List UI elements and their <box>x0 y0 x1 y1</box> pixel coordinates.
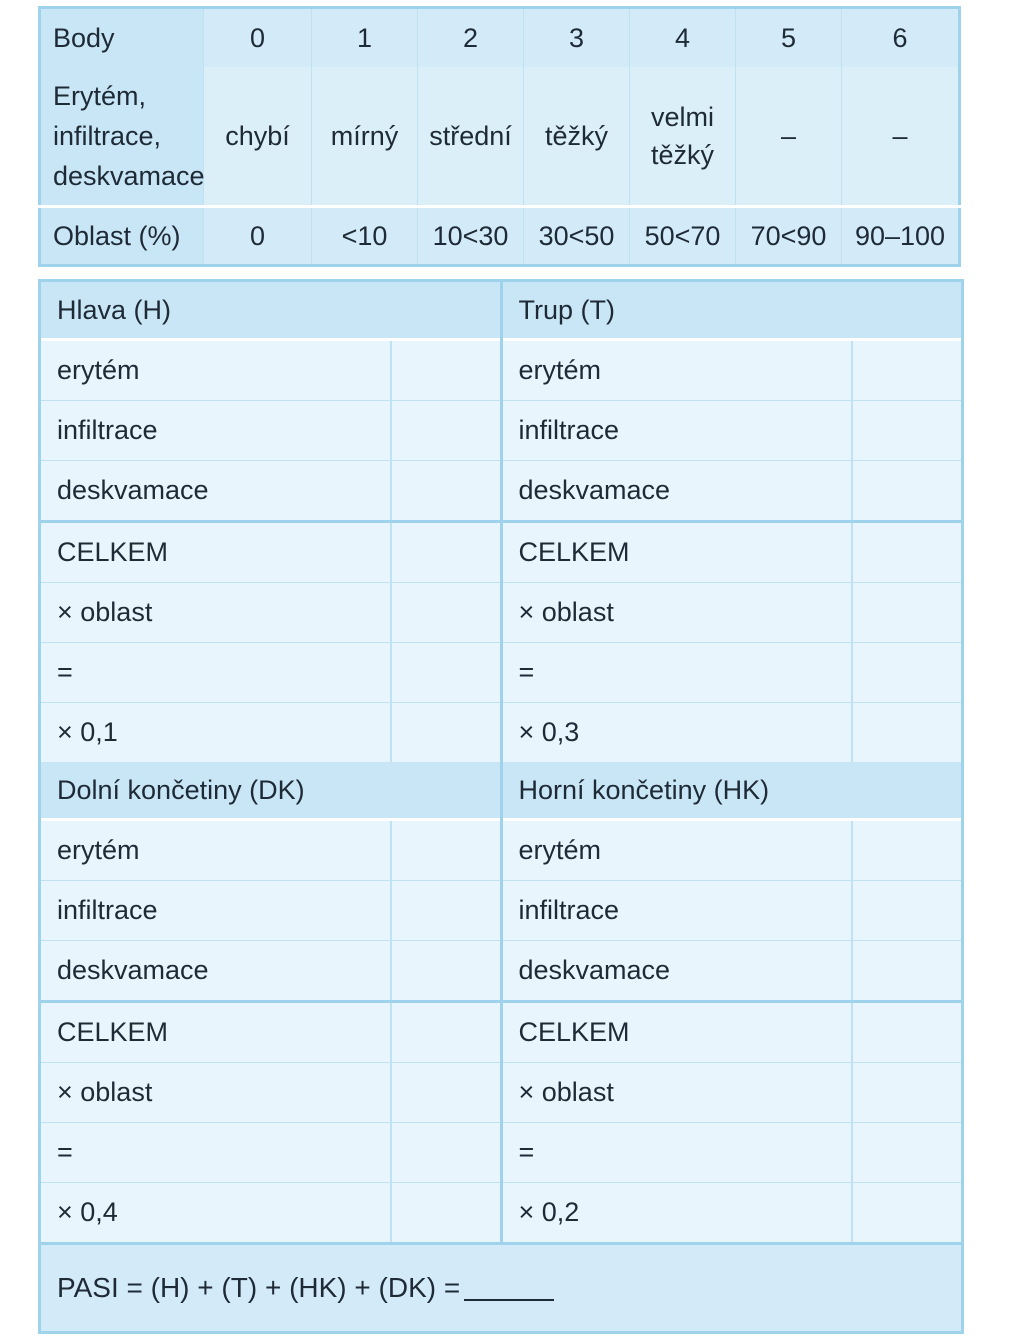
infiltration-label: infiltrace <box>503 401 852 460</box>
area-score-box[interactable] <box>390 1063 500 1122</box>
erythema-label: erytém <box>503 821 852 880</box>
severity-label <box>40 67 204 207</box>
area-row <box>40 207 960 266</box>
severity-cell: – <box>736 67 842 207</box>
severity-cell: střední <box>418 67 524 207</box>
points-cell: 1 <box>312 8 418 68</box>
weighted-box[interactable] <box>390 703 500 762</box>
total-box[interactable] <box>390 523 500 582</box>
region-title: Trup (T) <box>503 282 962 341</box>
erythema-label: erytém <box>41 341 390 400</box>
erythema-score-box[interactable] <box>390 341 500 400</box>
area-cell: 30<50 <box>524 207 630 266</box>
region-row-top <box>41 282 961 762</box>
pasi-sheet <box>38 6 958 1303</box>
desquamation-label: deskvamace <box>41 941 390 1000</box>
desquamation-score-box[interactable] <box>390 941 500 1000</box>
desquamation-score-box[interactable] <box>390 461 500 520</box>
infiltration-score-box[interactable] <box>851 401 961 460</box>
infiltration-score-box[interactable] <box>390 881 500 940</box>
total-label: CELKEM <box>503 523 852 582</box>
desquamation-score-box[interactable] <box>851 941 961 1000</box>
equals-label: = <box>41 643 390 702</box>
severity-row <box>40 67 960 207</box>
region-title: Horní končetiny (HK) <box>503 762 962 821</box>
times-area-label: × oblast <box>41 1063 390 1122</box>
total-label: CELKEM <box>41 1003 390 1062</box>
product-box[interactable] <box>390 1123 500 1182</box>
weighted-box[interactable] <box>851 1183 961 1242</box>
points-cell: 5 <box>736 8 842 68</box>
erythema-score-box[interactable] <box>851 341 961 400</box>
infiltration-score-box[interactable] <box>851 881 961 940</box>
region-lower-limbs <box>41 762 503 1242</box>
weighted-box[interactable] <box>390 1183 500 1242</box>
area-label: Oblast (%) <box>40 207 204 266</box>
desquamation-score-box[interactable] <box>851 461 961 520</box>
region-upper-limbs <box>503 762 962 1242</box>
equals-label: = <box>41 1123 390 1182</box>
total-label: CELKEM <box>503 1003 852 1062</box>
multiplier-label: × 0,3 <box>503 703 852 762</box>
area-cell: <10 <box>312 207 418 266</box>
points-cell: 3 <box>524 8 630 68</box>
score-table <box>38 6 961 267</box>
times-area-label: × oblast <box>503 583 852 642</box>
weighted-box[interactable] <box>851 703 961 762</box>
total-box[interactable] <box>851 523 961 582</box>
region-trunk <box>503 282 962 762</box>
points-row <box>40 8 960 68</box>
severity-cell: velmi těžký <box>630 67 736 207</box>
area-score-box[interactable] <box>851 1063 961 1122</box>
total-box[interactable] <box>390 1003 500 1062</box>
severity-cell: mírný <box>312 67 418 207</box>
multiplier-label: × 0,1 <box>41 703 390 762</box>
area-cell: 90–100 <box>842 207 960 266</box>
area-cell: 10<30 <box>418 207 524 266</box>
pasi-formula-row <box>41 1242 961 1331</box>
product-box[interactable] <box>390 643 500 702</box>
points-cell: 2 <box>418 8 524 68</box>
points-cell: 6 <box>842 8 960 68</box>
region-title: Hlava (H) <box>41 282 500 341</box>
multiplier-label: × 0,4 <box>41 1183 390 1242</box>
severity-label-line: infiltrace, <box>53 121 162 151</box>
area-score-box[interactable] <box>851 583 961 642</box>
product-box[interactable] <box>851 1123 961 1182</box>
severity-label-line: Erytém, <box>53 81 147 111</box>
area-cell: 0 <box>204 207 312 266</box>
erythema-label: erytém <box>503 341 852 400</box>
region-row-bottom <box>41 762 961 1242</box>
equals-label: = <box>503 1123 852 1182</box>
area-score-box[interactable] <box>390 583 500 642</box>
points-cell: 0 <box>204 8 312 68</box>
region-head <box>41 282 503 762</box>
times-area-label: × oblast <box>41 583 390 642</box>
total-label: CELKEM <box>41 523 390 582</box>
desquamation-label: deskvamace <box>503 941 852 1000</box>
infiltration-score-box[interactable] <box>390 401 500 460</box>
region-grid <box>38 279 964 1334</box>
infiltration-label: infiltrace <box>41 881 390 940</box>
erythema-score-box[interactable] <box>851 821 961 880</box>
product-box[interactable] <box>851 643 961 702</box>
severity-label-line: deskvamace <box>53 161 205 191</box>
infiltration-label: infiltrace <box>41 401 390 460</box>
pasi-formula: PASI = (H) + (T) + (HK) + (DK) = <box>57 1272 461 1303</box>
severity-cell: těžký <box>524 67 630 207</box>
region-title: Dolní končetiny (DK) <box>41 762 500 821</box>
multiplier-label: × 0,2 <box>503 1183 852 1242</box>
infiltration-label: infiltrace <box>503 881 852 940</box>
pasi-result-blank[interactable] <box>464 1275 554 1301</box>
desquamation-label: deskvamace <box>41 461 390 520</box>
points-cell: 4 <box>630 8 736 68</box>
severity-cell: – <box>892 120 908 151</box>
desquamation-label: deskvamace <box>503 461 852 520</box>
area-cell: 50<70 <box>630 207 736 266</box>
points-label: Body <box>40 8 204 68</box>
times-area-label: × oblast <box>503 1063 852 1122</box>
erythema-score-box[interactable] <box>390 821 500 880</box>
equals-label: = <box>503 643 852 702</box>
severity-cell: chybí <box>204 67 312 207</box>
total-box[interactable] <box>851 1003 961 1062</box>
area-cell: 70<90 <box>736 207 842 266</box>
erythema-label: erytém <box>41 821 390 880</box>
